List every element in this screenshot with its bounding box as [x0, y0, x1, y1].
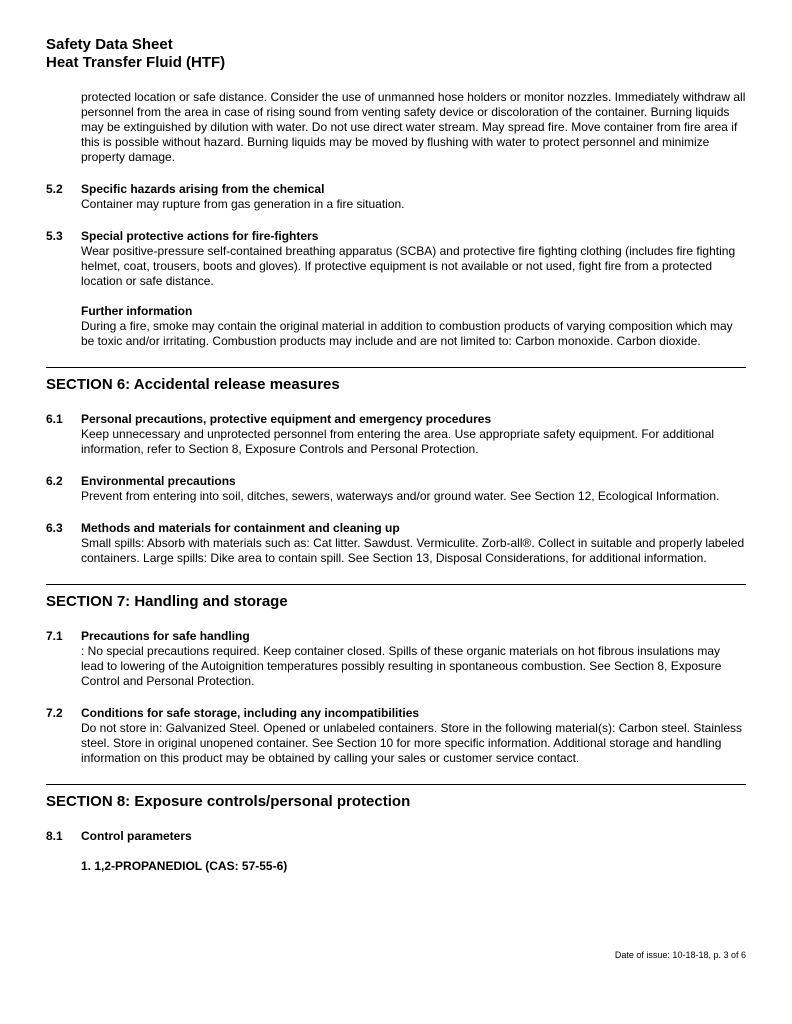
subsection-number: 7.2	[46, 706, 63, 720]
product-name: Heat Transfer Fluid (HTF)	[46, 54, 226, 71]
subsection-title: Specific hazards arising from the chemical	[81, 182, 325, 196]
subsection-6-2	[46, 474, 746, 504]
subsection-title: Methods and materials for containment and cleaning up	[81, 521, 400, 535]
subsection-text: Prevent from entering into soil, ditches, sewers, waterways and/or ground water. See Section 12, Ecological Information.	[81, 489, 720, 503]
subsection-number: 6.3	[46, 521, 63, 535]
subsection-5-3	[46, 229, 746, 349]
subsection-5-2	[46, 182, 746, 212]
continuation-paragraph: protected location or safe distance. Consider the use of unmanned hose holders or monitor nozzles. Immediately withdraw all personnel from the area in case of rising sound from venting safety device or discoloration of the container. Burning liquids may be extinguished by dilution with water. Do not use direct water stream. May spread fire. Move container from fire area if this is possible without hazard. Burning liquids may be moved by flushing with water to protect personnel and minimize property damage.	[81, 90, 746, 164]
section-8	[46, 784, 746, 874]
section-7	[46, 584, 746, 766]
subsection-7-1	[46, 629, 746, 689]
subsection-text: Container may rupture from gas generation in a fire situation.	[81, 197, 405, 211]
subsection-number: 6.1	[46, 412, 63, 426]
subsection-text: Small spills: Absorb with materials such as: Cat litter. Sawdust. Vermiculite. Zorb-all®. Collect in suitable and properly labeled containers. Large spills: Dike area to contain spill. See Section 13, Disposal Considerations, for additional information.	[81, 536, 745, 565]
section-6	[46, 367, 746, 566]
document-title: Safety Data Sheet	[46, 36, 173, 53]
subsection-number: 5.3	[46, 229, 63, 243]
subsection-number: 7.1	[46, 629, 63, 643]
subsection-6-3	[46, 521, 746, 566]
subsection-text: Keep unnecessary and unprotected personnel from entering the area. Use appropriate safety equipment. For additional information, refer to Section 8, Exposure Controls and Personal Protection.	[81, 427, 715, 456]
subsection-title: Special protective actions for fire-fighters	[81, 229, 319, 243]
section-title: SECTION 6: Accidental release measures	[46, 376, 340, 393]
section-title: SECTION 7: Handling and storage	[46, 593, 288, 610]
document-header	[46, 36, 225, 72]
section-title: SECTION 8: Exposure controls/personal protection	[46, 793, 411, 810]
subsection-title: Environmental precautions	[81, 474, 236, 488]
subsection-number: 8.1	[46, 829, 63, 843]
subsection-text: Do not store in: Galvanized Steel. Opened or unlabeled containers. Store in the following material(s): Carbon steel. Stainless steel. Store in original unopened container. See Section 10 for more specific information. Additional storage and handling information on this product may be obtained by calling your sales or customer service contact.	[81, 721, 743, 765]
page-footer: Date of issue: 10-18-18, p. 3 of 6	[614, 950, 746, 960]
subsection-text: Wear positive-pressure self-contained breathing apparatus (SCBA) and protective fire fighting clothing (includes fire fighting helmet, coat, trousers, boots and gloves). If protective equipment is not available or not used, fight fire from a protected location or safe distance.	[81, 244, 736, 288]
subsection-title: Control parameters	[81, 829, 192, 843]
subsection-number: 6.2	[46, 474, 63, 488]
subsection-title: Conditions for safe storage, including any incompatibilities	[81, 706, 420, 720]
substance-cas-heading: 1. 1,2-PROPANEDIOL (CAS: 57-55-6)	[81, 859, 288, 873]
subsection-title: Precautions for safe handling	[81, 629, 250, 643]
subsection-7-2	[46, 706, 746, 766]
document-body	[46, 90, 746, 874]
subsection-8-1	[46, 829, 746, 874]
further-information-text: During a fire, smoke may contain the original material in addition to combustion products of varying composition which may be toxic and/or irritating. Combustion products may include and are not limited to: Carbon monoxide. Carbon dioxide.	[81, 319, 733, 348]
subsection-number: 5.2	[46, 182, 63, 196]
subsection-text: : No special precautions required. Keep container closed. Spills of these organic materials on hot fibrous insulations may lead to lowering of the Autoignition temperatures possibly resulting in spontaneous combustion. See Section 8, Exposure Control and Personal Protection.	[81, 644, 722, 688]
subsection-6-1	[46, 412, 746, 457]
further-information-title: Further information	[81, 304, 193, 318]
subsection-title: Personal precautions, protective equipment and emergency procedures	[81, 412, 492, 426]
